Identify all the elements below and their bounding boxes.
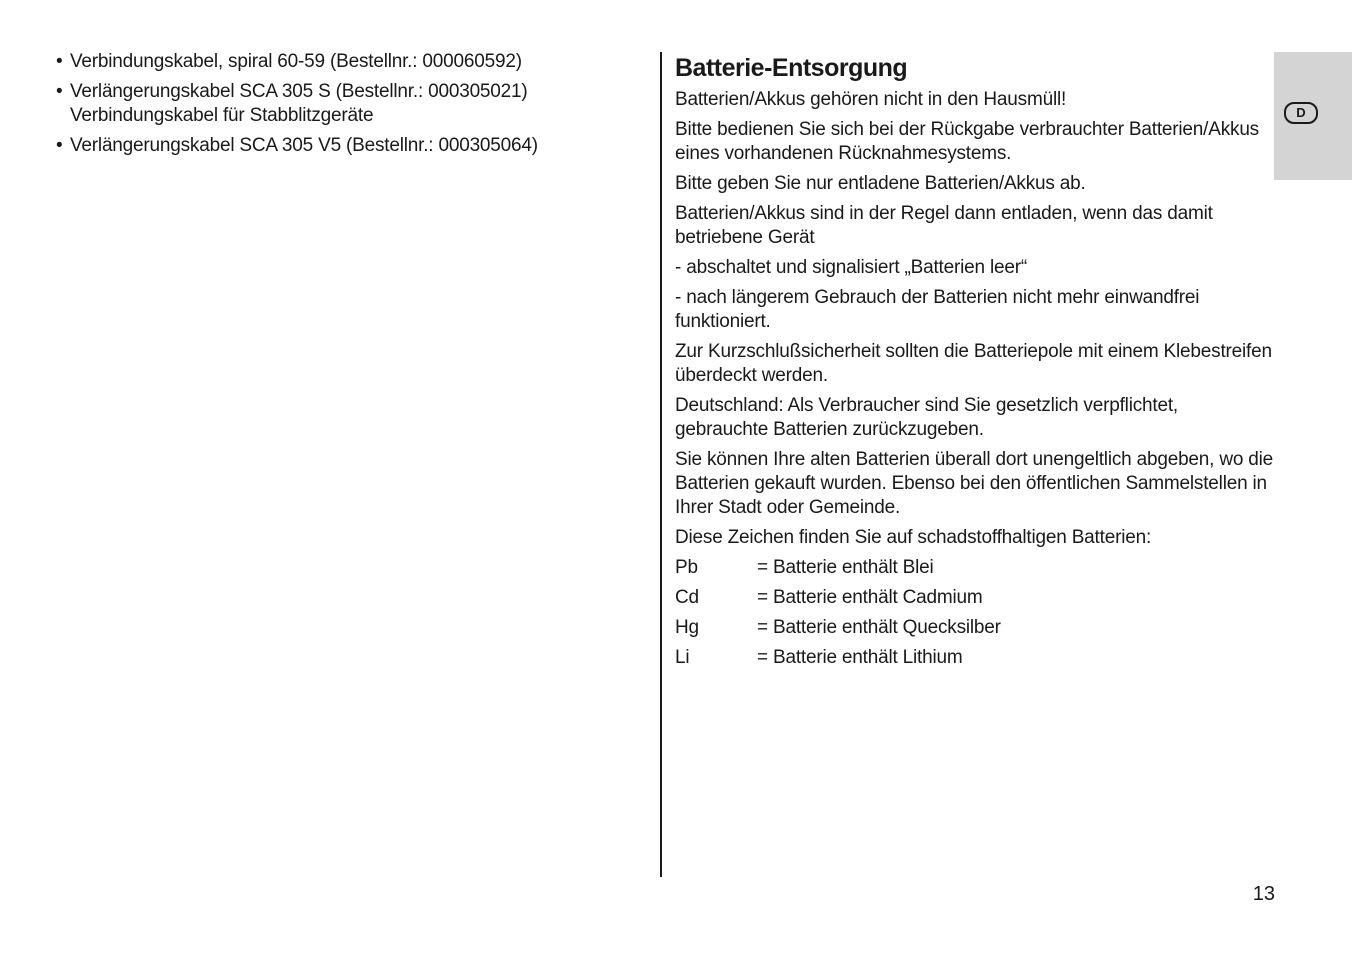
list-item-text: Verlängerungskabel SCA 305 V5 (Bestellnr.: 000305064) (70, 135, 538, 156)
symbol-code: Pb (675, 557, 698, 578)
paragraph: Deutschland: Als Verbraucher sind Sie gesetzlich verpflichtet, gebrauchte Batterien zurückzugeben. (675, 395, 1178, 440)
language-tab (1274, 52, 1352, 180)
paragraph: Zur Kurzschlußsicherheit sollten die Batteriepole mit einem Klebestreifen überdeckt werden. (675, 341, 1272, 386)
bullet-icon: • (56, 135, 63, 156)
accessory-list (56, 50, 636, 158)
symbol-meaning: = Batterie enthält Blei (757, 557, 934, 578)
page-number: 13 (1252, 883, 1275, 905)
column-divider (660, 52, 662, 877)
symbol-row-li (675, 646, 1275, 670)
language-badge: D (1284, 102, 1318, 124)
bullet-icon: • (56, 81, 63, 102)
battery-disposal-section (675, 52, 1275, 676)
paragraph: Diese Zeichen finden Sie auf schadstoffhaltigen Batterien: (675, 527, 1152, 548)
section-title: Batterie-Entsorgung (675, 54, 908, 82)
symbol-meaning: = Batterie enthält Cadmium (757, 587, 983, 608)
paragraph: - abschaltet und signalisiert „Batterien leer“ (675, 257, 1027, 278)
symbol-meaning: = Batterie enthält Quecksilber (757, 617, 1001, 638)
paragraph: Batterien/Akkus sind in der Regel dann entladen, wenn das damit betriebene Gerät (675, 203, 1213, 248)
list-item-text: Verlängerungskabel SCA 305 S (Bestellnr.: 000305021) (70, 81, 528, 102)
list-item-text: Verbindungskabel, spiral 60-59 (Bestellnr.: 000060592) (70, 51, 522, 72)
paragraph: Sie können Ihre alten Batterien überall dort unengeltlich abgeben, wo die Batterien gekauft wurden. Ebenso bei den öffentlichen Sammelstellen in Ihrer Stadt oder Gemeinde. (675, 449, 1274, 518)
accessory-list-column (56, 50, 636, 164)
paragraph: - nach längerem Gebrauch der Batterien nicht mehr einwandfrei funktioniert. (675, 287, 1200, 332)
paragraph: Batterien/Akkus gehören nicht in den Hausmüll! (675, 89, 1067, 110)
paragraph: Bitte geben Sie nur entladene Batterien/Akkus ab. (675, 173, 1086, 194)
symbol-code: Li (675, 647, 690, 668)
paragraph: Bitte bedienen Sie sich bei der Rückgabe verbrauchter Batterien/Akkus eines vorhandenen Rücknahmesystems. (675, 119, 1259, 164)
symbol-row-hg (675, 616, 1275, 640)
symbol-code: Cd (675, 587, 699, 608)
list-item (56, 80, 636, 128)
symbol-row-pb (675, 556, 1275, 580)
list-item (56, 50, 636, 74)
symbol-meaning: = Batterie enthält Lithium (757, 647, 963, 668)
list-item-subtext: Verbindungskabel für Stabblitzgeräte (70, 105, 374, 126)
symbol-code: Hg (675, 617, 699, 638)
list-item (56, 134, 636, 158)
symbol-row-cd (675, 586, 1275, 610)
bullet-icon: • (56, 51, 63, 72)
